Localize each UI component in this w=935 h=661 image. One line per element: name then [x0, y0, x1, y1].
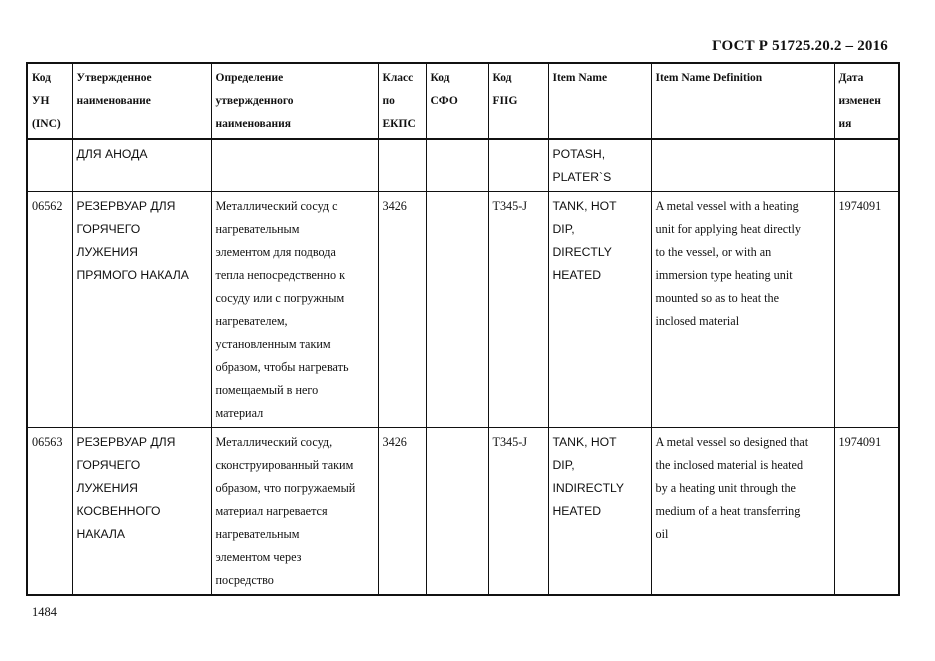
cell-fiig — [488, 139, 548, 192]
table-row — [27, 192, 899, 428]
cell-code — [27, 139, 72, 192]
cell-class: 3426 — [378, 428, 426, 596]
cell-class: 3426 — [378, 192, 426, 428]
col-header-name: Утвержденное наименование — [72, 63, 211, 139]
cell-sfo — [426, 192, 488, 428]
cell-definition: Металлический сосуд, сконструированный таким образом, что погружаемый материал нагревается нагревательным элементом через посредство — [211, 428, 378, 596]
cell-date: 1974091 — [834, 192, 899, 428]
cell-definition: Металлический сосуд с нагревательным элементом для подвода тепла непосредственно к сосуду или с погружным нагревателем, установленным таким образом, чтобы нагревать помещаемый в него материал — [211, 192, 378, 428]
col-header-item-name: Item Name — [548, 63, 651, 139]
cell-item-name: TANK, HOT DIP, DIRECTLY HEATED — [548, 192, 651, 428]
table-row — [27, 139, 899, 192]
cell-name: РЕЗЕРВУАР ДЛЯ ГОРЯЧЕГО ЛУЖЕНИЯ КОСВЕННОГО НАКАЛА — [72, 428, 211, 596]
cell-item-name: POTASH, PLATER`S — [548, 139, 651, 192]
cell-item-definition — [651, 139, 834, 192]
cell-name: РЕЗЕРВУАР ДЛЯ ГОРЯЧЕГО ЛУЖЕНИЯ ПРЯМОГО НАКАЛА — [72, 192, 211, 428]
page-number: 1484 — [32, 605, 57, 619]
cell-class — [378, 139, 426, 192]
col-header-class: Класс по ЕКПС — [378, 63, 426, 139]
cell-item-name: TANK, HOT DIP, INDIRECTLY HEATED — [548, 428, 651, 596]
cell-definition — [211, 139, 378, 192]
cell-fiig: T345-J — [488, 428, 548, 596]
cell-date — [834, 139, 899, 192]
cell-name: ДЛЯ АНОДА — [72, 139, 211, 192]
table-row — [27, 428, 899, 596]
col-header-fiig: Код FIIG — [488, 63, 548, 139]
cell-item-definition: A metal vessel so designed that the inclosed material is heated by a heating unit through the medium of a heat transferring oil — [651, 428, 834, 596]
cell-sfo — [426, 139, 488, 192]
cell-date: 1974091 — [834, 428, 899, 596]
cell-item-definition: A metal vessel with a heating unit for applying heat directly to the vessel, or with an immersion type heating unit mounted so as to heat the inclosed material — [651, 192, 834, 428]
document-title: ГОСТ Р 51725.20.2 – 2016 — [712, 38, 888, 54]
col-header-item-definition: Item Name Definition — [651, 63, 834, 139]
cell-code: 06562 — [27, 192, 72, 428]
cell-code: 06563 — [27, 428, 72, 596]
col-header-date: Дата изменен ия — [834, 63, 899, 139]
col-header-sfo: Код СФО — [426, 63, 488, 139]
col-header-code: Код УН (INC) — [27, 63, 72, 139]
cell-fiig: T345-J — [488, 192, 548, 428]
cell-sfo — [426, 428, 488, 596]
table-header-row — [27, 63, 899, 139]
nomenclature-table — [26, 62, 900, 596]
col-header-definition: Определение утвержденного наименования — [211, 63, 378, 139]
